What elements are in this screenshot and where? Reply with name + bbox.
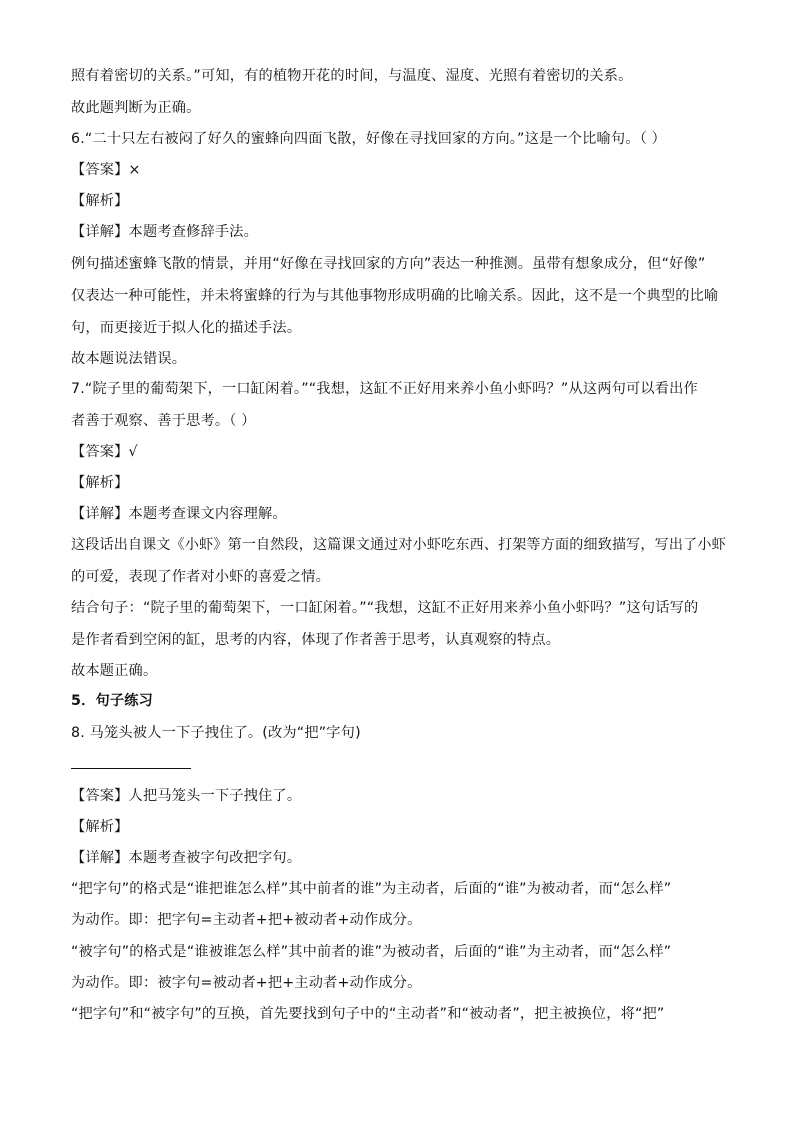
question-7-cont: 者善于观察、善于思考。（ ） — [71, 413, 256, 429]
detail-label: 【详解】本题考查被字句改把字句。 — [71, 850, 302, 866]
question-6: 6.“二十只左右被闷了好久的蜜蜂向四面飞散，好像在寻找回家的方向。”这是一个比喻句。（ ） — [71, 131, 667, 147]
analysis-label: 【解析】 — [71, 193, 129, 209]
text-line: “把字句”的格式是“谁把谁怎么样”其中前者的谁”为主动者，后面的“谁”为被动者，而“怎么样” — [71, 881, 672, 897]
analysis-label: 【解析】 — [71, 475, 129, 491]
text-line: 故此题判断为正确。 — [71, 100, 201, 116]
detail-label: 【详解】本题考查课文内容理解。 — [71, 506, 287, 522]
text-line: 句，而更接近于拟人化的描述手法。 — [71, 320, 302, 336]
text-line: 这段话出自课文《小虾》第一自然段，这篇课文通过对小虾吃东西、打架等方面的细致描写，写出了小虾 — [71, 537, 726, 553]
text-line: 为动作。即：被字句=被动者+把+主动者+动作成分。 — [71, 975, 422, 991]
section-heading: 5．句子练习 — [71, 693, 154, 709]
text-line: “被字句”的格式是“谁被谁怎么样”其中前者的谁”为被动者，后面的“谁”为主动者，而“怎么样” — [71, 944, 672, 960]
answer-label: 【答案】× — [71, 162, 141, 178]
answer-label: 【答案】√ — [71, 444, 138, 460]
analysis-label: 【解析】 — [71, 819, 129, 835]
question-7: 7.“院子里的葡萄架下，一口缸闲着。”“我想，这缸不正好用来养小鱼小虾吗？”从这两句可以看出作 — [71, 381, 698, 397]
answer-label: 【答案】人把马笼头一下子拽住了。 — [71, 788, 302, 804]
question-8: 8. 马笼头被人一下子拽住了。(改为“把”字句) — [71, 725, 361, 741]
text-line: 结合句子：“院子里的葡萄架下，一口缸闲着。”“我想，这缸不正好用来养小鱼小虾吗？”这句话写的 — [71, 600, 699, 616]
text-line: 照有着密切的关系。”可知，有的植物开花的时间，与温度、湿度、光照有着密切的关系。 — [71, 68, 633, 84]
detail-label: 【详解】本题考查修辞手法。 — [71, 224, 259, 240]
text-line: 是作者看到空闲的缸，思考的内容，体现了作者善于思考，认真观察的特点。 — [71, 632, 561, 648]
answer-blank — [71, 768, 191, 769]
text-line: 故本题正确。 — [71, 663, 158, 679]
text-line: “把字句”和“被字句”的互换，首先要找到句子中的“主动者”和“被动者”，把主被换位，将“把” — [71, 1006, 665, 1022]
text-line: 仅表达一种可能性，并未将蜜蜂的行为与其他事物形成明确的比喻关系。因此，这不是一个典型的比喻 — [71, 288, 719, 304]
text-line: 例句描述蜜蜂飞散的情景，并用“好像在寻找回家的方向”表达一种推测。虽带有想象成分，但“好像” — [71, 256, 706, 272]
text-line: 为动作。即：把字句=主动者+把+被动者+动作成分。 — [71, 912, 422, 928]
text-line: 的可爱，表现了作者对小虾的喜爱之情。 — [71, 569, 330, 585]
text-line: 故本题说法错误。 — [71, 351, 187, 367]
